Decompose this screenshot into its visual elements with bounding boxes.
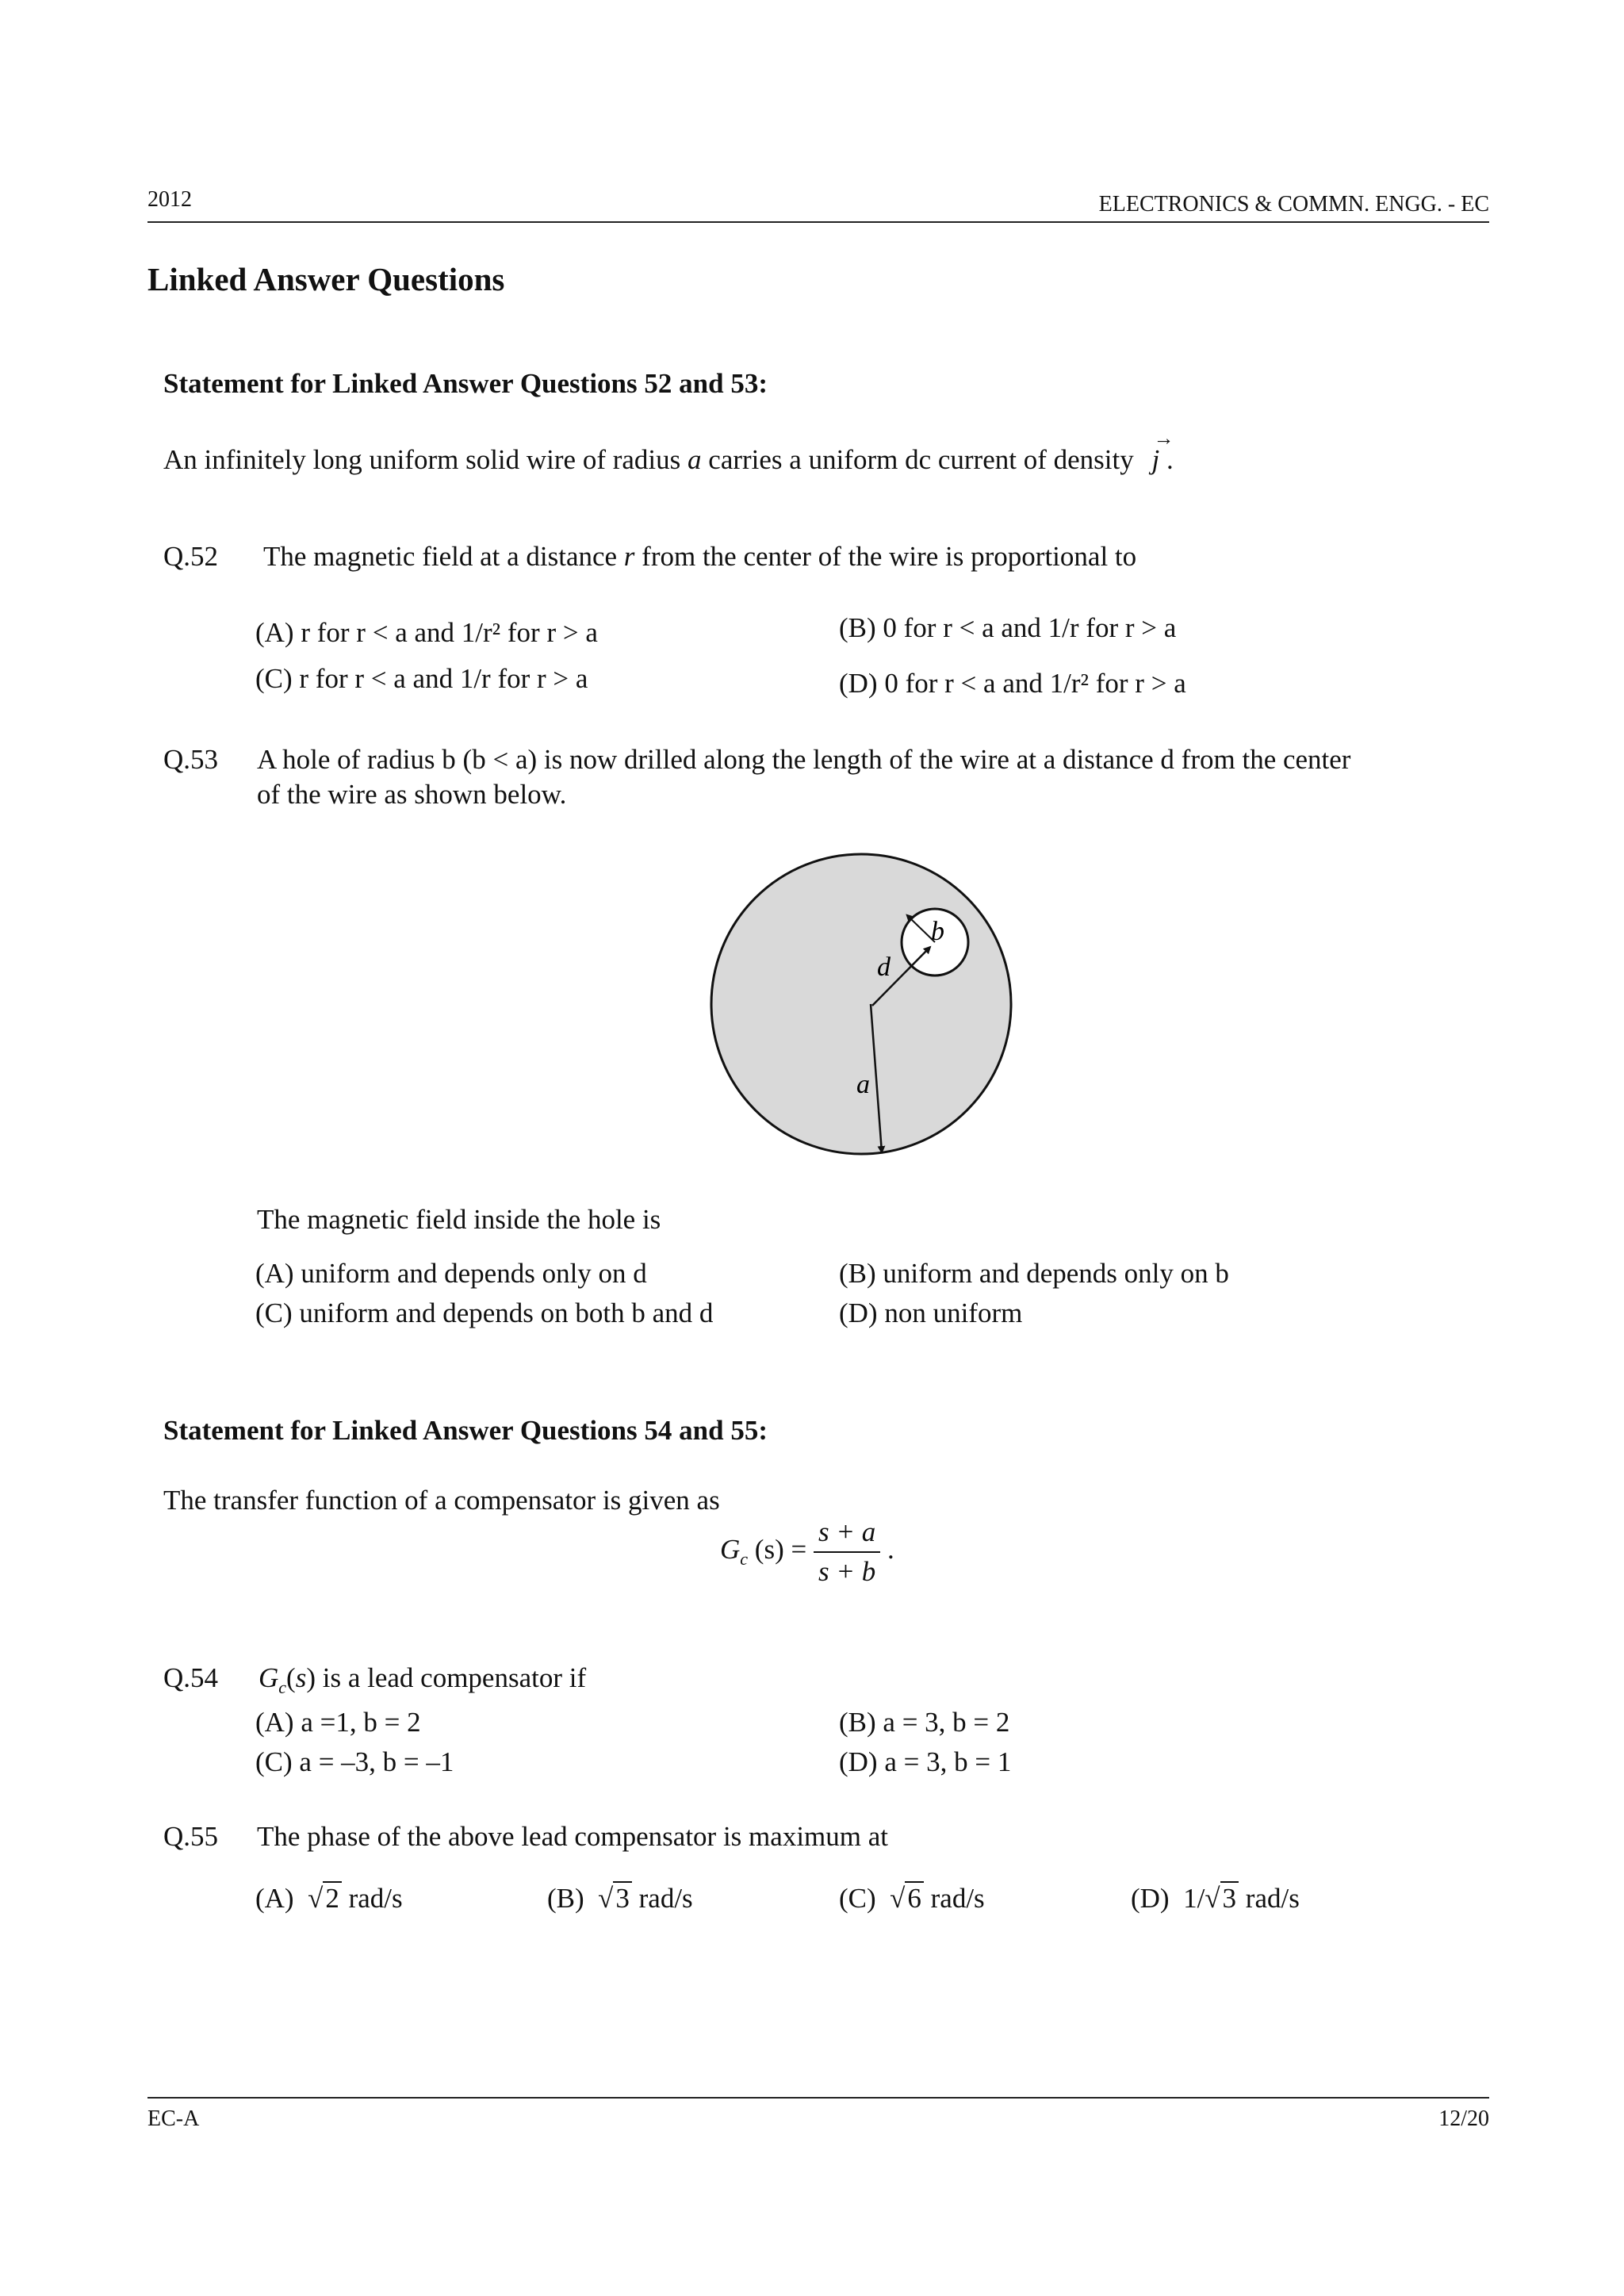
question-text-53-line1: A hole of radius b (b < a) is now drilled along the length of the wire at a distance d from the center <box>257 744 1351 775</box>
statement-text-54-55: The transfer function of a compensator is given as <box>163 1485 720 1516</box>
statement-heading-52-53: Statement for Linked Answer Questions 52 and 53: <box>163 368 768 399</box>
question-number-53: Q.53 <box>163 744 219 775</box>
label-d: d <box>877 953 891 982</box>
vector-j: → j <box>1151 427 1174 475</box>
label-a: a <box>856 1070 870 1099</box>
wire-hole-figure <box>698 841 1031 1174</box>
question-number-54: Q.54 <box>163 1662 219 1693</box>
q53-sub-question: The magnetic field inside the hole is <box>257 1204 661 1235</box>
q53-option-c: (C) uniform and depends on both b and d <box>255 1297 714 1328</box>
q53-option-b: (B) uniform and depends only on b <box>839 1258 1229 1289</box>
statement-text-52-53: An infinitely long uniform solid wire of radius a carries a uniform dc current of density → j . <box>163 427 1174 475</box>
footer-rule <box>147 2097 1489 2099</box>
q55-option-a: (A) √2 rad/s <box>255 1883 403 1914</box>
q52-option-d: (D) 0 for r < a and 1/r² for r > a <box>839 668 1186 699</box>
q52-option-b: (B) 0 for r < a and 1/r for r > a <box>839 612 1177 643</box>
header-year: 2012 <box>147 187 192 212</box>
question-text-55: The phase of the above lead compensator is maximum at <box>257 1821 888 1852</box>
wire-cross-section <box>711 854 1011 1154</box>
transfer-function-formula: $G_c$ (s) = $\frac{s + a}{s + b}$ . <box>720 1516 894 1587</box>
footer-code: EC-A <box>147 2106 200 2131</box>
statement-heading-54-55: Statement for Linked Answer Questions 54 and 55: <box>163 1415 768 1446</box>
label-b: b <box>931 917 944 946</box>
question-text-53-line2: of the wire as shown below. <box>257 779 567 810</box>
q55-option-d: (D) 1/√3 rad/s <box>1131 1883 1300 1914</box>
q55-option-b: (B) √3 rad/s <box>547 1883 693 1914</box>
section-title: Linked Answer Questions <box>147 261 505 297</box>
formula-fraction: $\frac{s + a}{s + b}$ <box>814 1516 880 1588</box>
question-number-55: Q.55 <box>163 1821 219 1852</box>
q53-option-d: (D) non uniform <box>839 1297 1023 1328</box>
header-subject: ELECTRONICS & COMMN. ENGG. - EC <box>1098 192 1489 217</box>
header-rule <box>147 221 1489 223</box>
question-text-54: $G_c(s)$ is a lead compensator if <box>259 1662 587 1697</box>
q54-option-a: (A) a =1, b = 2 <box>255 1707 421 1738</box>
q53-option-a: (A) uniform and depends only on d <box>255 1258 647 1289</box>
footer-page-number: 12/20 <box>1438 2106 1489 2131</box>
q54-option-c: (C) a = –3, b = –1 <box>255 1746 454 1777</box>
q54-option-d: (D) a = 3, b = 1 <box>839 1746 1012 1777</box>
q55-option-c: (C) √6 rad/s <box>839 1883 985 1914</box>
question-text-52: The magnetic field at a distance r from the center of the wire is proportional to <box>263 541 1137 572</box>
question-number-52: Q.52 <box>163 541 219 572</box>
q54-option-b: (B) a = 3, b = 2 <box>839 1707 1010 1738</box>
q52-option-c: (C) r for r < a and 1/r for r > a <box>255 663 588 694</box>
q52-option-a: (A) r for r < a and 1/r² for r > a <box>255 617 598 648</box>
